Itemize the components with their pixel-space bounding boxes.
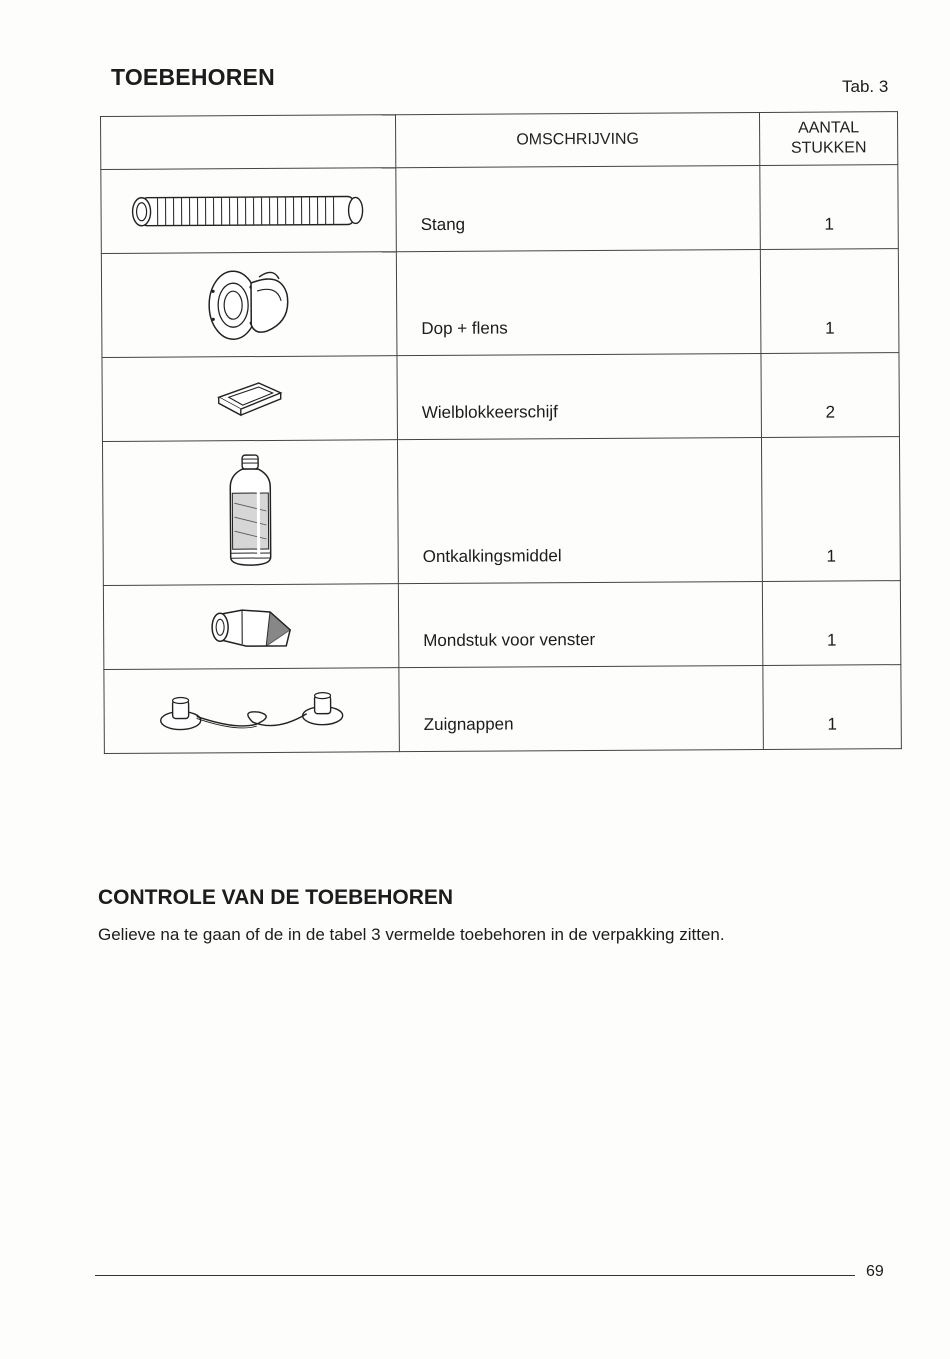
table-row (102, 437, 900, 586)
header-quantity-line2: STUKKEN (790, 139, 867, 157)
cap-flange-image-cell (101, 252, 397, 358)
table-row (102, 353, 899, 442)
check-text: Gelieve na te gaan of de in de tabel 3 vermelde toebehoren in de verpakking zitten. (98, 925, 725, 944)
footer-rule (95, 1275, 855, 1276)
page-number: 69 (866, 1263, 884, 1280)
table-row (103, 581, 900, 670)
row-description: Ontkalkingsmiddel (397, 437, 762, 583)
table-row (101, 165, 898, 254)
row-description: Wielblokkeerschijf (397, 353, 762, 439)
section-title: TOEBEHOREN (111, 64, 275, 90)
header-quantity (759, 112, 897, 166)
accessories-table (100, 111, 902, 754)
suction-cups-icon (156, 685, 346, 736)
hose-icon (123, 190, 373, 232)
window-nozzle-icon (206, 601, 296, 652)
table-row (101, 249, 899, 358)
row-description: Stang (396, 165, 761, 251)
row-description: Zuignappen (399, 665, 764, 751)
table-row (104, 665, 901, 754)
header-image-cell (101, 115, 396, 170)
window-nozzle-image-cell (103, 584, 399, 670)
row-quantity: 2 (761, 353, 900, 438)
hose-image-cell (101, 168, 397, 254)
table-reference: Tab. 3 (842, 77, 889, 96)
row-quantity: 1 (762, 581, 901, 666)
suction-cups-image-cell (104, 668, 400, 754)
wheel-block-image-cell (102, 356, 398, 442)
cap-flange-icon (199, 264, 299, 345)
wheel-block-icon (215, 378, 285, 418)
table-header-row (101, 112, 898, 170)
row-description: Mondstuk voor venster (398, 581, 763, 667)
header-description: OMSCHRIJVING (395, 112, 759, 167)
row-quantity: 1 (760, 249, 899, 354)
bottle-icon (220, 452, 281, 572)
bottle-image-cell (102, 440, 398, 586)
row-quantity: 1 (761, 437, 900, 582)
check-title: CONTROLE VAN DE TOEBEHOREN (98, 886, 454, 909)
row-description: Dop + flens (396, 249, 761, 355)
row-quantity: 1 (760, 165, 899, 250)
row-quantity: 1 (763, 665, 902, 750)
header-quantity-line1: AANTAL (798, 119, 860, 137)
